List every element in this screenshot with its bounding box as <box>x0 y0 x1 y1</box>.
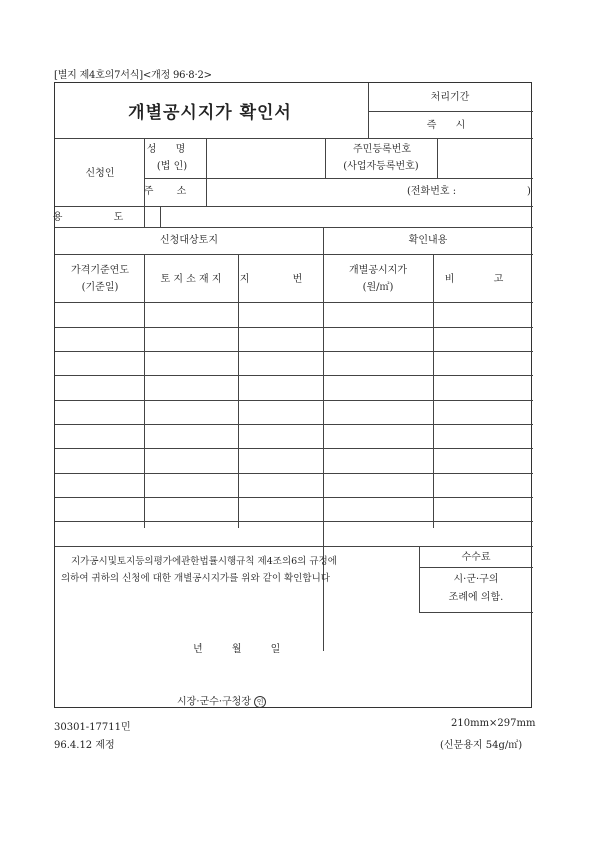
price-unit-header: (원/㎡) <box>362 282 394 293</box>
corporation-label: (법 인) <box>156 161 188 172</box>
confirmation-form <box>54 82 532 708</box>
purpose-label: 용 도 <box>52 212 148 223</box>
issuer-name: 시장·군수·구청장 <box>177 696 251 708</box>
fee-line-2: 조례에 의함. <box>448 592 504 603</box>
official-seal-icon: 인 <box>254 696 266 708</box>
resident-id-label: 주민등록번호 <box>353 144 411 155</box>
phone-close: ) <box>527 186 531 197</box>
address-label: 주 소 <box>143 186 197 197</box>
target-land-header: 신청대상토지 <box>160 235 218 246</box>
date-line: 년 월 일 <box>193 644 281 655</box>
location-header: 토 지 소 재 지 <box>160 274 222 285</box>
form-reference: [별지 제4호의7서식]<개정 96·8·2> <box>54 70 212 81</box>
phone-label: (전화번호 : <box>407 186 457 197</box>
fee-line-1: 시·군·구의 <box>453 574 499 585</box>
issuer-line <box>177 696 266 708</box>
processing-period-label: 처리기간 <box>430 92 470 103</box>
form-number: 30301-17711민 <box>54 722 131 733</box>
statement-line-1: 지가공시및토지등의평가에관한법률시행규칙 제4조의6의 규정에 <box>71 556 337 567</box>
fee-label: 수수료 <box>461 552 491 563</box>
base-year-header: 가격기준연도 <box>71 265 129 276</box>
form-title: 개별공시지가 확인서 <box>128 103 292 123</box>
statement-line-2: 의하여 귀하의 신청에 대한 개별공시지가를 위와 같이 확인합니다 <box>61 573 330 584</box>
remarks-header: 비 고 <box>444 274 522 285</box>
business-id-label: (사업자등록번호) <box>343 161 419 172</box>
confirmation-content-header: 확인내용 <box>408 235 448 246</box>
name-label: 성 명 <box>146 144 194 155</box>
applicant-label: 신청인 <box>85 168 115 179</box>
paper-type: (신문용지 54g/㎡) <box>440 740 523 751</box>
lot-number-header: 지 번 <box>239 274 323 285</box>
processing-period-value: 즉 시 <box>426 120 474 131</box>
enacted-date: 96.4.12 제정 <box>54 740 115 751</box>
paper-size: 210mm×297mm <box>451 718 536 729</box>
base-date-header: (기준일) <box>81 282 119 293</box>
price-header: 개별공시지가 <box>349 265 407 276</box>
